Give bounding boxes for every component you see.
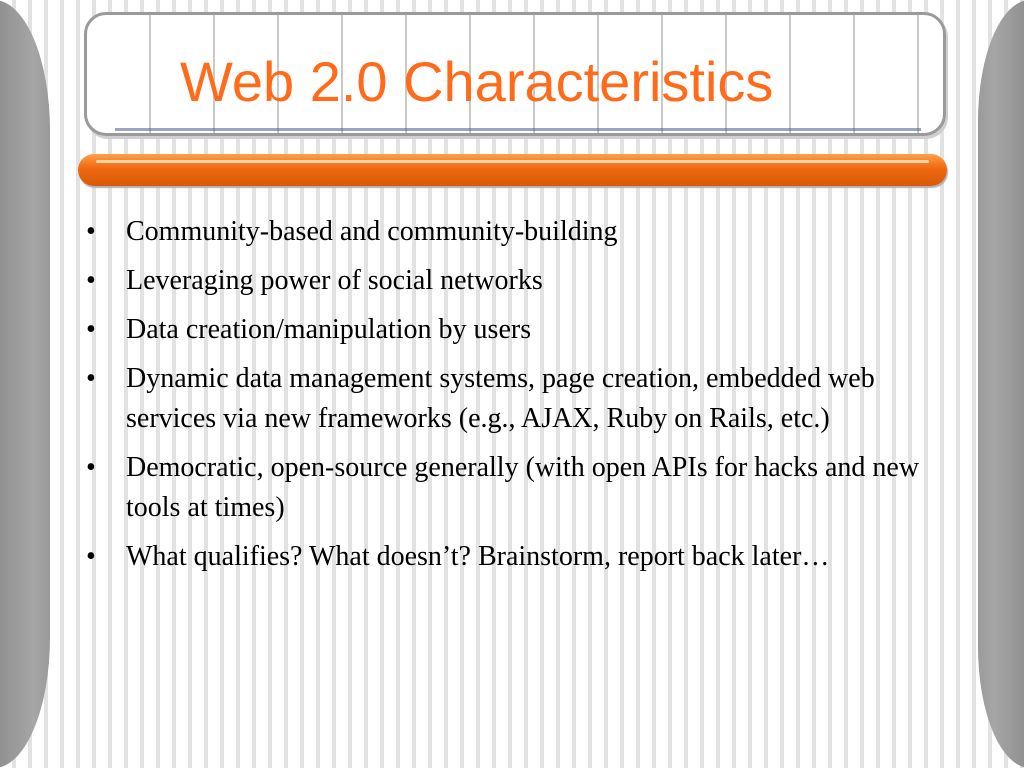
bullet-text: Community-based and community-building (126, 216, 618, 247)
bullet-list (82, 212, 934, 586)
bullet-text: Democratic, open-source generally (with open APIs for hacks and new tools at times) (126, 452, 920, 523)
bullet-mark: • (86, 452, 96, 483)
bullet-text: What qualifies? What doesn’t? Brainstorm, report back later… (126, 541, 830, 572)
left-decorative-pillar (0, 0, 50, 768)
bullet-item-brainstorm (82, 537, 934, 577)
bullet-mark: • (86, 541, 96, 572)
bullet-item-social-networks (82, 261, 934, 301)
bullet-text: Dynamic data management systems, page creation, embedded web services via new frameworks (e.g., AJAX, Ruby on Rails, etc.) (126, 363, 875, 434)
bullet-mark: • (86, 363, 96, 394)
orange-accent-bar (78, 154, 947, 186)
bullet-text: Leveraging power of social networks (126, 265, 543, 296)
bullet-mark: • (86, 314, 96, 345)
bullet-mark: • (86, 265, 96, 296)
bullet-item-data-creation (82, 310, 934, 350)
slide-title: Web 2.0 Characteristics (180, 50, 774, 113)
bullet-mark: • (86, 216, 96, 247)
bullet-item-community (82, 212, 934, 252)
right-decorative-pillar (978, 0, 1024, 768)
bullet-text: Data creation/manipulation by users (126, 314, 532, 345)
bullet-item-dynamic-data (82, 359, 934, 439)
bullet-item-open-source (82, 448, 934, 528)
